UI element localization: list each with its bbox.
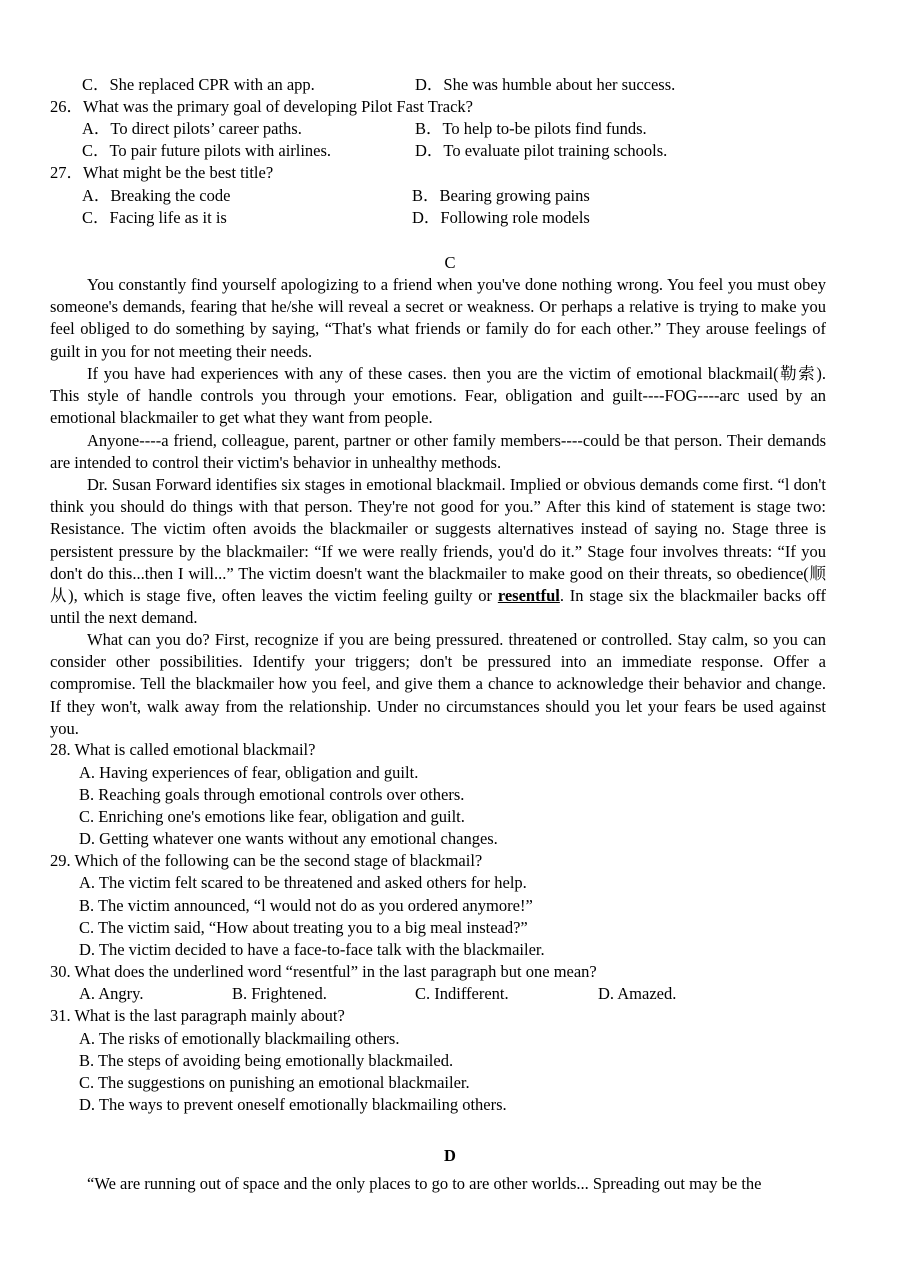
underlined-word-resentful: resentful: [497, 586, 560, 606]
q29-option-c: C. The victim said, “How about treating you to a big meal instead?”: [79, 918, 528, 937]
q29-option-a: A. The victim felt scared to be threatened and asked others for help.: [79, 873, 527, 892]
q31-option-d: D. The ways to prevent oneself emotionally blackmailing others.: [79, 1095, 507, 1114]
q29-option-b: B. The victim announced, “l would not do as you ordered anymore!”: [79, 896, 533, 915]
section-c-heading: C: [444, 253, 456, 272]
q26-option-d: D．To evaluate pilot training schools.: [415, 141, 668, 160]
section-c-paragraph-4: [50, 474, 826, 629]
q27-option-b: B．Bearing growing pains: [412, 186, 590, 205]
q30-option-c: C. Indifferent.: [415, 984, 509, 1003]
section-c-paragraph-5: What can you do? First, recognize if you are being pressured. threatened or controlled. Stay calm, so you can consider other possibilities. Identify your triggers; don't be pressured into an immediate response. Offer a compromise. Tell the blackmailer how you feel, and give them a chance to acknowledge their behavior and change. If they won't, walk away from the relationship. Under no circumstances should you let your fears be used against you.: [50, 630, 826, 738]
q27-option-d: D．Following role models: [412, 208, 590, 227]
q29-option-d: D. The victim decided to have a face-to-face talk with the blackmailer.: [79, 940, 545, 959]
q29-stem: 29. Which of the following can be the second stage of blackmail?: [50, 851, 483, 870]
q30-stem: 30. What does the underlined word “resentful” in the last paragraph but one mean?: [50, 962, 597, 981]
q31-option-b: B. The steps of avoiding being emotionally blackmailed.: [79, 1051, 454, 1070]
q31-option-a: A. The risks of emotionally blackmailing others.: [79, 1029, 400, 1048]
q27-option-a: A．Breaking the code: [82, 186, 231, 205]
paragraph-4-text-before: Dr. Susan Forward identifies six stages in emotional blackmail. Implied or obvious demands come first. “l don't think you should do things with that person. They're not good for you.” After this kind of statement is stage two: Resistance. The victim often avoids the blackmailer or suggests alternatives instead of saying no. Stage three is persistent pressure by the blackmailer: “If we were really friends, you'd do it.” Stage four involves threats: “If you don't do this...then I will...” The victim doesn't want the blackmailer to make good on their threats, so obedience(顺从), which is stage five, often leaves the victim feeling guilty or: [50, 475, 826, 606]
q27-option-c: C．Facing life as it is: [82, 208, 227, 227]
q26-option-b: B．To help to-be pilots find funds.: [415, 119, 647, 138]
q26-option-a: A．To direct pilots’ career paths.: [82, 119, 302, 138]
q26-option-c: C．To pair future pilots with airlines.: [82, 141, 332, 160]
section-d-paragraph-1: “We are running out of space and the only places to go to are other worlds... Spreading out may be the: [87, 1174, 762, 1193]
q28-option-b: B. Reaching goals through emotional controls over others.: [79, 785, 465, 804]
q30-option-b: B. Frightened.: [232, 984, 327, 1003]
section-c-paragraph-2: If you have had experiences with any of these cases. then you are the victim of emotional blackmail(勒索). This style of handle controls you through your emotions. Fear, obligation and guilt----FOG----arc used by an emotional blackmailer to get what they want from people.: [50, 364, 826, 428]
q30-option-d: D. Amazed.: [598, 984, 677, 1003]
q28-option-a: A. Having experiences of fear, obligation and guilt.: [79, 763, 419, 782]
q26-stem: 26．What was the primary goal of developing Pilot Fast Track?: [50, 97, 473, 116]
q25-option-c: C．She replaced CPR with an app.: [82, 75, 315, 94]
q25-option-d: D．She was humble about her success.: [415, 75, 676, 94]
q27-stem: 27．What might be the best title?: [50, 163, 274, 182]
q31-option-c: C. The suggestions on punishing an emotional blackmailer.: [79, 1073, 470, 1092]
q28-option-d: D. Getting whatever one wants without any emotional changes.: [79, 829, 498, 848]
q31-stem: 31. What is the last paragraph mainly about?: [50, 1006, 345, 1025]
paragraph-4-text-after: . In stage six the blackmailer backs off until the next demand.: [50, 586, 826, 628]
section-c-paragraph-3: Anyone----a friend, colleague, parent, partner or other family members----could be that person. Their demands are intended to control their victim's behavior in unhealthy methods.: [50, 431, 826, 473]
q28-stem: 28. What is called emotional blackmail?: [50, 740, 316, 759]
q30-option-a: A. Angry.: [79, 984, 144, 1003]
q28-option-c: C. Enriching one's emotions like fear, obligation and guilt.: [79, 807, 465, 826]
section-d-heading: D: [444, 1146, 456, 1165]
section-c-paragraph-1: You constantly find yourself apologizing to a friend when you've done nothing wrong. You feel you must obey someone's demands, fearing that he/she will reveal a secret or weakness. Or perhaps a relative is trying to make you feel obliged to do something by saying, “That's what friends or family do for each other.” They arouse feelings of guilt in you for not meeting their needs.: [50, 275, 826, 361]
